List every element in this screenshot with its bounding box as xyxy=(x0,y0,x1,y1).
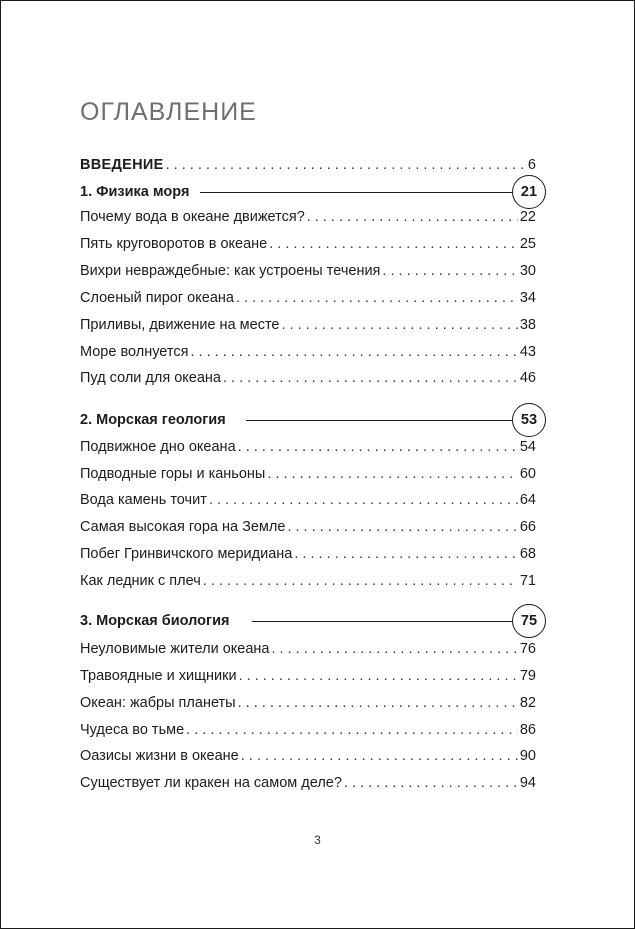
dot-leader xyxy=(236,288,518,308)
entry-page-number: 86 xyxy=(519,722,536,738)
entry-page-number: 22 xyxy=(519,209,536,225)
toc-entry[interactable] xyxy=(80,666,536,686)
toc-entry[interactable] xyxy=(80,234,536,254)
entry-page-number: 60 xyxy=(519,466,536,482)
entry-page-number: 46 xyxy=(519,370,536,386)
toc-entry[interactable] xyxy=(80,207,536,227)
entry-label: Океан: жабры планеты xyxy=(80,695,236,711)
dot-leader xyxy=(223,368,518,388)
section-heading-biology[interactable] xyxy=(80,604,546,638)
section-rule xyxy=(246,420,512,421)
entry-page-number: 90 xyxy=(519,748,536,764)
entry-label: Травоядные и хищники xyxy=(80,668,237,684)
entry-page-number: 25 xyxy=(519,236,536,252)
page-number: 3 xyxy=(314,833,321,847)
toc-entry[interactable] xyxy=(80,342,536,362)
toc-entry[interactable] xyxy=(80,437,536,457)
toc-entry[interactable] xyxy=(80,746,536,766)
entry-label: Подводные горы и каньоны xyxy=(80,466,266,482)
toc-entry[interactable] xyxy=(80,517,536,537)
entry-label: Слоеный пирог океана xyxy=(80,290,234,306)
section-label: 1. Физика моря xyxy=(80,182,197,202)
entry-page-number: 71 xyxy=(519,573,536,589)
toc-entry[interactable] xyxy=(80,571,536,591)
section-heading-physics[interactable] xyxy=(80,175,546,209)
entry-label: Чудеса во тьме xyxy=(80,722,185,738)
section-page-circle: 21 xyxy=(512,175,546,209)
entry-label: Пуд соли для океана xyxy=(80,370,221,386)
dot-leader xyxy=(241,746,518,766)
toc-entry[interactable] xyxy=(80,464,536,484)
entry-page-number: 30 xyxy=(519,263,536,279)
dot-leader xyxy=(238,437,518,457)
dot-leader xyxy=(272,639,518,659)
toc-entry[interactable] xyxy=(80,773,536,793)
entry-label: Вода камень точит xyxy=(80,492,207,508)
entry-page-number: 76 xyxy=(519,641,536,657)
dot-leader xyxy=(382,261,517,281)
entry-label: Приливы, движение на месте xyxy=(80,317,280,333)
entry-page-number: 38 xyxy=(519,317,536,333)
dot-leader xyxy=(186,720,518,740)
dot-leader xyxy=(287,517,517,537)
toc-entry[interactable] xyxy=(80,639,536,659)
dot-leader xyxy=(294,544,518,564)
toc-entry[interactable] xyxy=(80,288,536,308)
entry-label: Неуловимые жители океана xyxy=(80,641,270,657)
dot-leader xyxy=(190,342,517,362)
toc-entry[interactable] xyxy=(80,720,536,740)
toc-entry[interactable] xyxy=(80,368,536,388)
entry-label: Море волнуется xyxy=(80,344,189,360)
dot-leader xyxy=(166,155,526,175)
section-rule xyxy=(252,621,512,622)
entry-page-number: 54 xyxy=(519,439,536,455)
dot-leader xyxy=(267,464,518,484)
toc-entry[interactable] xyxy=(80,693,536,713)
entry-label: Побег Гринвичского меридиана xyxy=(80,546,293,562)
section-page-circle: 75 xyxy=(512,604,546,638)
toc-entry[interactable] xyxy=(80,315,536,335)
entry-page-number: 68 xyxy=(519,546,536,562)
dot-leader xyxy=(344,773,518,793)
dot-leader xyxy=(203,571,518,591)
entry-label: Пять круговоротов в океане xyxy=(80,236,268,252)
entry-label: Подвижное дно океана xyxy=(80,439,236,455)
dot-leader xyxy=(238,693,518,713)
toc-entry[interactable] xyxy=(80,261,536,281)
entry-page-number: 34 xyxy=(519,290,536,306)
toc-title: ОГЛАВЛЕНИЕ xyxy=(80,98,257,126)
toc-intro-entry[interactable] xyxy=(80,155,536,175)
section-label: 3. Морская биология xyxy=(80,611,237,631)
entry-page-number: 79 xyxy=(519,668,536,684)
entry-label: Почему вода в океане движется? xyxy=(80,209,305,225)
section-page-circle: 53 xyxy=(512,403,546,437)
dot-leader xyxy=(307,207,518,227)
section-heading-geology[interactable] xyxy=(80,403,546,437)
entry-page-number: 66 xyxy=(519,519,536,535)
dot-leader xyxy=(239,666,518,686)
dot-leader xyxy=(209,490,518,510)
section-rule xyxy=(200,192,512,193)
entry-label: Оазисы жизни в океане xyxy=(80,748,239,764)
toc-entry[interactable] xyxy=(80,544,536,564)
entry-label: Вихри невраждебные: как устроены течения xyxy=(80,263,381,279)
entry-page-number: 6 xyxy=(527,157,536,173)
dot-leader xyxy=(269,234,518,254)
entry-label: Существует ли кракен на самом деле? xyxy=(80,775,342,791)
entry-label: ВВЕДЕНИЕ xyxy=(80,157,164,173)
dot-leader xyxy=(281,315,517,335)
entry-page-number: 43 xyxy=(519,344,536,360)
entry-page-number: 82 xyxy=(519,695,536,711)
entry-page-number: 94 xyxy=(519,775,536,791)
section-label: 2. Морская геология xyxy=(80,410,234,430)
toc-entry[interactable] xyxy=(80,490,536,510)
entry-page-number: 64 xyxy=(519,492,536,508)
entry-label: Самая высокая гора на Земле xyxy=(80,519,286,535)
entry-label: Как ледник с плеч xyxy=(80,573,201,589)
